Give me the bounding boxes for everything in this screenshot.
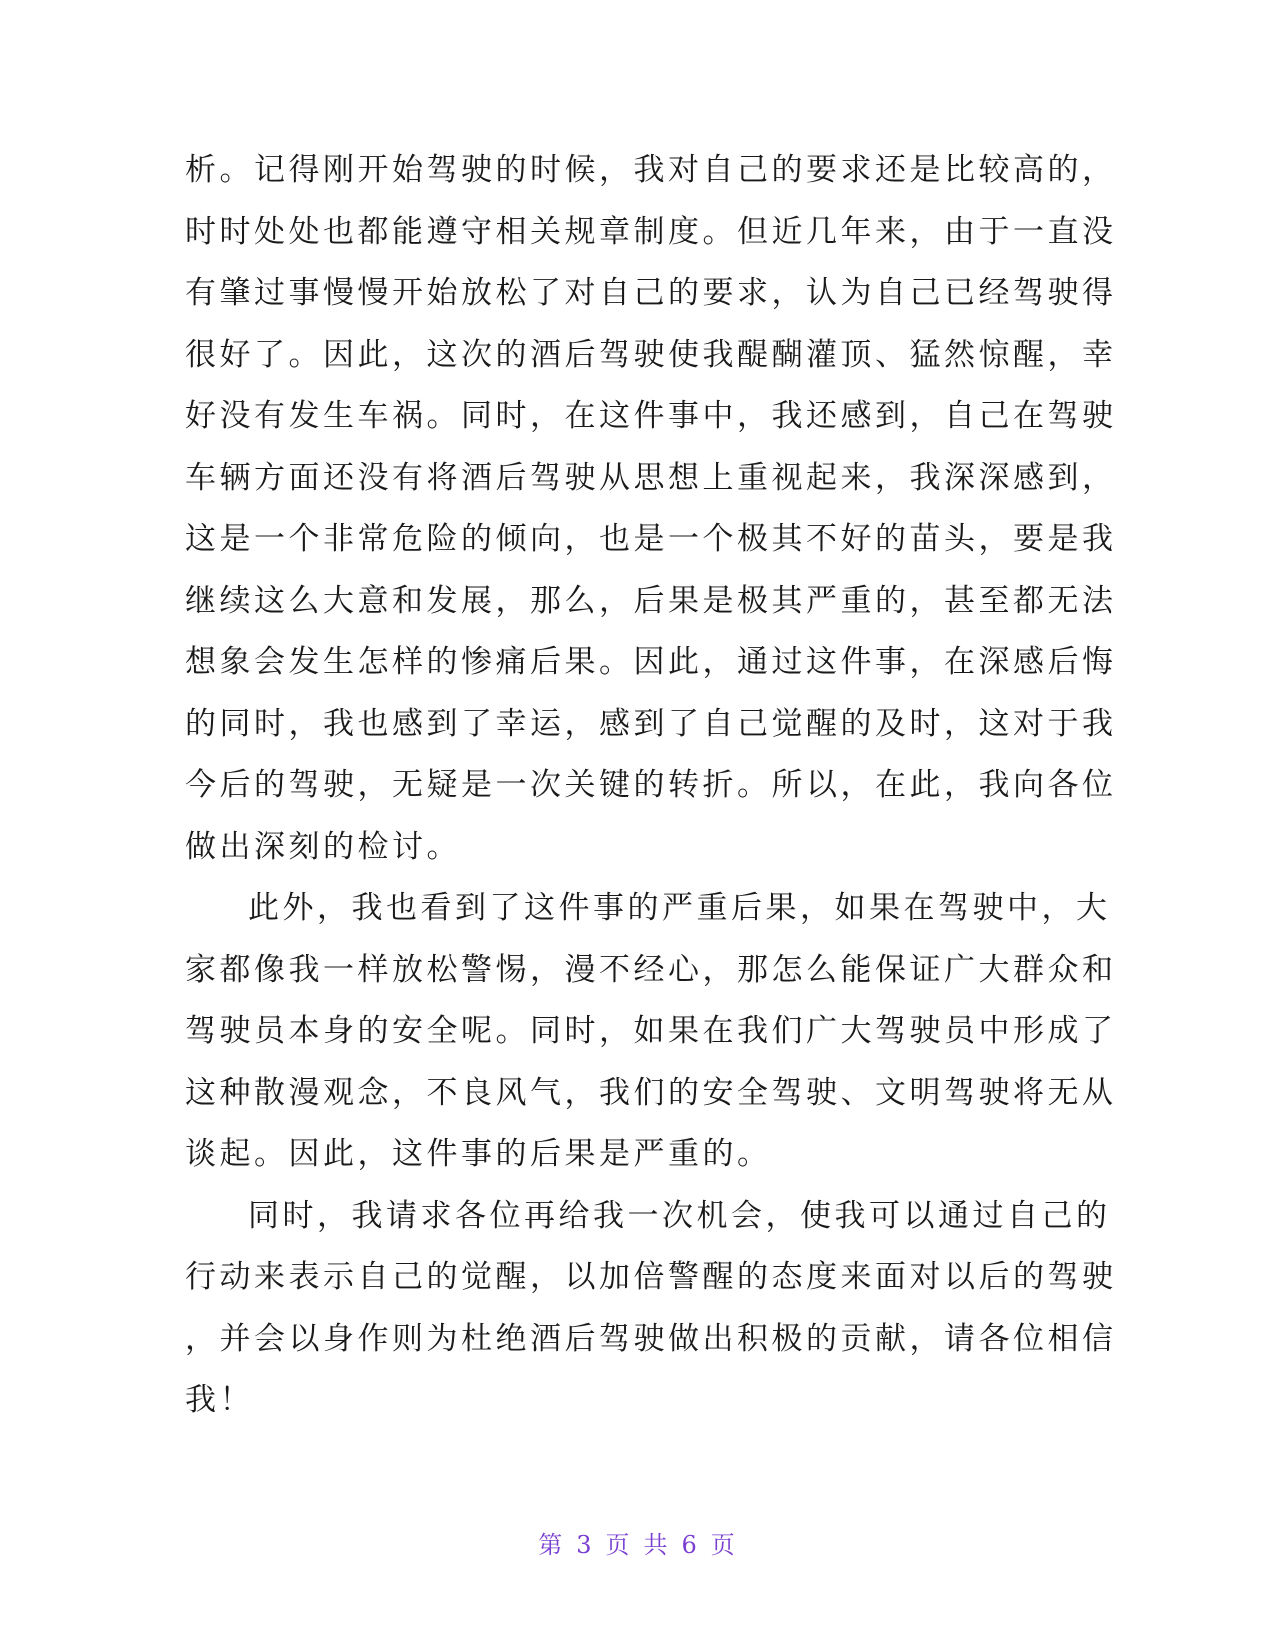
current-page-number: 3 <box>576 1531 594 1559</box>
text-line: 很好了。因此，这次的酒后驾驶使我醍醐灌顶、猛然惊醒，幸 <box>185 336 1117 373</box>
page-number-footer <box>0 1525 1275 1560</box>
text-line: 家都像我一样放松警惕，漫不经心，那怎么能保证广大群众和 <box>185 951 1117 988</box>
text-line: 好没有发生车祸。同时，在这件事中，我还感到，自己在驾驶 <box>185 398 1117 434</box>
text-line: 谈起。因此，这件事的后果是严重的。 <box>185 1136 772 1172</box>
text-line: 时时处处也都能遵守相关规章制度。但近几年来，由于一直没 <box>185 213 1117 250</box>
text-line: 行动来表示自己的觉醒，以加倍警醒的态度来面对以后的驾驶 <box>185 1259 1117 1295</box>
text-line: 驾驶员本身的安全呢。同时，如果在我们广大驾驶员中形成了 <box>185 1013 1117 1049</box>
text-line: 继续这么大意和发展，那么，后果是极其严重的，甚至都无法 <box>185 582 1117 619</box>
footer-page-label: 页 <box>605 1531 632 1559</box>
footer-prefix: 第 <box>538 1531 565 1559</box>
text-line: 想象会发生怎样的惨痛后果。因此，通过这件事，在深感后悔 <box>185 644 1117 680</box>
text-line: 这种散漫观念，不良风气，我们的安全驾驶、文明驾驶将无从 <box>185 1074 1117 1111</box>
text-line: 有肇过事慢慢开始放松了对自己的要求，认为自己已经驾驶得 <box>185 275 1117 311</box>
paragraph-start-line: 此外，我也看到了这件事的严重后果，如果在驾驶中，大 <box>248 890 1111 926</box>
text-line: 这是一个非常危险的倾向，也是一个极其不好的苗头，要是我 <box>185 521 1117 557</box>
text-line: 做出深刻的检讨。 <box>185 828 461 865</box>
text-line: 的同时，我也感到了幸运，感到了自己觉醒的及时，这对于我 <box>185 705 1117 742</box>
text-line: ，并会以身作则为杜绝酒后驾驶做出积极的贡献，请各位相信 <box>185 1320 1117 1357</box>
text-line: 今后的驾驶，无疑是一次关键的转折。所以，在此，我向各位 <box>185 767 1117 803</box>
footer-total-label: 共 <box>643 1531 670 1559</box>
paragraph-start-line: 同时，我请求各位再给我一次机会，使我可以通过自己的 <box>248 1197 1111 1234</box>
total-page-number: 6 <box>681 1531 699 1559</box>
document-body <box>185 140 1117 1432</box>
footer-suffix: 页 <box>710 1531 737 1559</box>
text-line: 析。记得刚开始驾驶的时候，我对自己的要求还是比较高的， <box>185 152 1117 188</box>
text-line: 车辆方面还没有将酒后驾驶从思想上重视起来，我深深感到， <box>185 459 1117 496</box>
text-line: 我！ <box>185 1382 254 1418</box>
